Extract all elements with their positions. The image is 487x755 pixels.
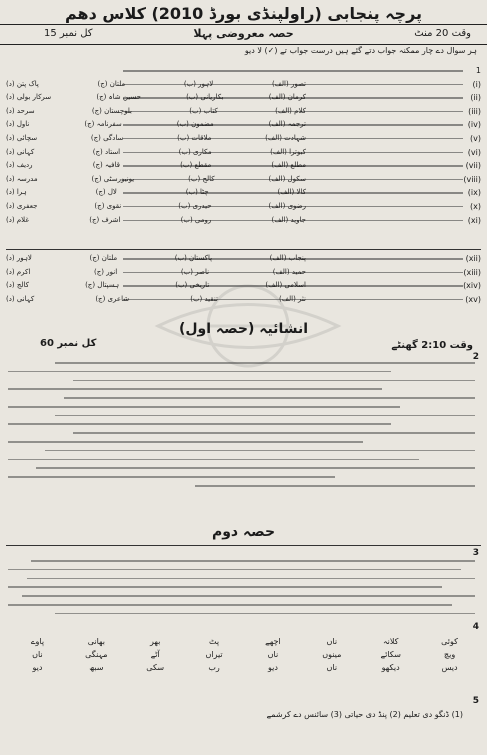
mcq-row	[6, 161, 481, 172]
option-b: (ب) کتاب	[189, 106, 218, 115]
word-cell: دیکھو	[381, 663, 400, 672]
part2-questions	[8, 362, 475, 494]
option-c: (ج) انور	[94, 267, 118, 276]
question-2-number: 2	[472, 352, 479, 362]
option-b: (ب) چٹا	[185, 188, 209, 197]
question-number: (ix)	[467, 188, 481, 198]
mcq-row	[6, 80, 481, 91]
option-b: (ب) پاکستان	[174, 254, 213, 262]
word-cell: ناں	[326, 637, 338, 646]
question-3-number: 3	[472, 548, 479, 558]
option-c: (ج) قافیہ	[92, 161, 120, 170]
divider	[6, 249, 481, 250]
option-c: (ج) اشرف	[89, 215, 121, 224]
option-d: (د) سرحد	[6, 106, 35, 115]
option-d: (د) جعفری	[6, 201, 38, 210]
mcq-row	[6, 66, 481, 77]
option-a: (الف) حمید	[272, 267, 306, 276]
mcq-row	[6, 268, 481, 279]
option-c: (ج) حسین شاہ	[96, 93, 141, 102]
word-cell: دیس	[441, 663, 458, 672]
option-b: (ب) رومی	[180, 215, 212, 224]
option-a: (الف) سکول	[268, 174, 306, 183]
word-cell: ناں	[32, 650, 43, 659]
option-a: (الف) کرمان	[268, 93, 306, 102]
time-label: وقت 20 منٹ	[414, 28, 471, 39]
mcq-row	[6, 175, 481, 186]
question-number: (vi)	[467, 147, 481, 157]
option-c: (ج) بلوچستان	[91, 106, 132, 115]
question-number: 1	[475, 66, 481, 75]
question-number: (xi)	[467, 215, 481, 225]
word-cell: ناں	[267, 650, 279, 659]
mcq-row	[6, 188, 481, 199]
word-cell: مینوں	[322, 650, 342, 659]
word-cell: دیو	[32, 663, 43, 672]
option-b: (ب) تاریخی	[175, 281, 210, 290]
part3-heading: حصہ دوم	[211, 524, 276, 540]
question-number: (vii)	[465, 161, 481, 171]
word-cell: بھانی	[87, 637, 105, 646]
option-a: (الف) نثر	[279, 294, 306, 303]
option-d: (د) غلام	[6, 215, 29, 224]
option-d: (د) ردیف	[6, 161, 33, 170]
part2-heading: انشائیہ (حصہ اول)	[178, 321, 308, 337]
marks-label: کل نمبر 15	[44, 28, 93, 39]
option-d: (د) کہانی	[6, 147, 35, 156]
word-cell: سکائے	[380, 650, 401, 659]
question-number: (xiii)	[463, 267, 481, 277]
option-c: (ج) استاد	[92, 147, 121, 156]
part3-paragraph	[8, 560, 475, 621]
option-d: (د) لاہور	[6, 254, 32, 262]
question-number: (iv)	[467, 120, 481, 130]
mcq-row	[6, 120, 481, 131]
option-b: (ب) لاہور	[183, 79, 214, 88]
word-cell: بھر	[150, 637, 161, 646]
word-cell: سبھ	[89, 663, 104, 672]
mcq-list	[6, 66, 481, 229]
option-d: (د) کہانی	[6, 294, 35, 303]
option-a: (الف) کالا	[277, 188, 306, 197]
option-b: (ب) حیدری	[178, 201, 212, 210]
option-c: (ج) ہسپتال	[85, 281, 120, 290]
word-cell: ویچ	[443, 650, 456, 659]
part2-time: وقت 2:10 گھنٹے	[391, 340, 473, 351]
option-d: (د) مدرسہ	[6, 174, 38, 183]
instructions-line: ہر سوال دے چار ممکنہ جواب دتے گئے ہیں درست جواب تے (✓) لا دیو	[244, 46, 477, 55]
option-a: (الف) مطلع	[271, 161, 306, 170]
option-c: (ج) یونیورسٹی	[91, 174, 135, 183]
option-a: (الف) رضوی	[268, 201, 306, 210]
mcq-row	[6, 254, 481, 265]
part1-title: حصہ معروضی پہلا	[193, 27, 294, 40]
question-number: (viii)	[463, 174, 481, 184]
mcq-row	[6, 216, 481, 227]
option-d: (د) ناول	[6, 120, 30, 129]
option-d: (د) کالج	[6, 281, 29, 290]
question-number: (xv)	[465, 294, 481, 304]
option-c: (ج) لال	[95, 188, 117, 197]
option-d: (د) سرکار بولی	[6, 93, 52, 102]
question-number: (x)	[470, 201, 481, 211]
option-b: (ب) تنقید	[190, 294, 218, 303]
option-b: (ب) ناصر	[180, 267, 210, 276]
option-c: (ج) ملتان	[89, 254, 118, 262]
divider	[6, 545, 481, 546]
word-cell: پٹ	[209, 637, 220, 646]
option-a: (الف) اسلامی	[265, 281, 306, 290]
word-table	[8, 637, 479, 672]
question-number: (ii)	[470, 93, 481, 103]
option-c: (ج) ملتان	[97, 79, 126, 88]
question-number: (v)	[470, 133, 481, 143]
option-b: (ب) مقطع	[180, 161, 212, 170]
word-cell: رب	[208, 663, 220, 672]
word-cell: تیراں	[205, 650, 223, 659]
option-b: (ب) ملاقات	[177, 133, 212, 142]
word-cell: سکی	[146, 663, 165, 672]
option-a: (الف) کلام	[275, 106, 306, 115]
option-b: (ب) کالج	[188, 174, 215, 183]
option-a: (الف) پنجاب	[269, 254, 306, 262]
option-d: (د) ہرا	[6, 188, 27, 197]
option-c: (ج) شاعری	[95, 294, 130, 303]
mcq-row	[6, 93, 481, 104]
mcq-row	[6, 202, 481, 213]
word-cell: کوئی	[441, 637, 458, 646]
option-d: (د) پاک پتن	[6, 79, 39, 88]
part1-header-band	[0, 24, 487, 45]
word-cell: مہنگی	[85, 650, 108, 659]
option-b: (ب) مکاری	[178, 147, 212, 156]
option-b: (ب) مضمون	[176, 120, 214, 129]
option-c: (ج) نقوی	[94, 201, 122, 210]
part2-marks: کل نمبر 60	[40, 338, 97, 349]
option-a: (الف) شہادت	[265, 133, 306, 142]
question-number: (iii)	[468, 106, 481, 116]
option-d: (د) اکرم	[6, 267, 31, 276]
question-5-number: 5	[472, 696, 479, 706]
paper-title: پرچہ پنجابی (راولپنڈی بورڈ 2010) کلاس دھم	[64, 4, 423, 23]
mcq-row	[6, 107, 481, 118]
option-a: (الف) تصور	[271, 79, 306, 88]
word-cell: آٹے	[150, 650, 160, 659]
option-c: (ج) سفرنامہ	[84, 120, 122, 129]
option-d: (د) سچائی	[6, 133, 38, 142]
question-4-number: 4	[472, 622, 479, 632]
word-cell: ناں	[326, 663, 338, 672]
mcq-row	[6, 148, 481, 159]
word-cell: پاوے	[30, 637, 45, 646]
question-number: (xii)	[465, 254, 481, 263]
question-number: (i)	[472, 79, 481, 89]
option-a: (الف) کبوترا	[270, 147, 306, 156]
word-cell: اچھے	[265, 637, 281, 646]
option-c: (ج) سادگی	[90, 133, 124, 142]
question-number: (xiv)	[463, 281, 481, 291]
option-b: (ب) بکاریانی	[186, 93, 224, 102]
option-a: (الف) جاوید	[271, 215, 306, 224]
word-cell: کلانہ	[382, 637, 399, 646]
option-a: (الف) ترجمہ	[268, 120, 306, 129]
essay-topics: (1) ڈنگو دی تعلیم (2) پنڈ دی حیاتی (3) سائنس دے کرشمے	[266, 710, 463, 719]
mcq-row	[6, 134, 481, 145]
word-cell: دیو	[267, 663, 278, 672]
